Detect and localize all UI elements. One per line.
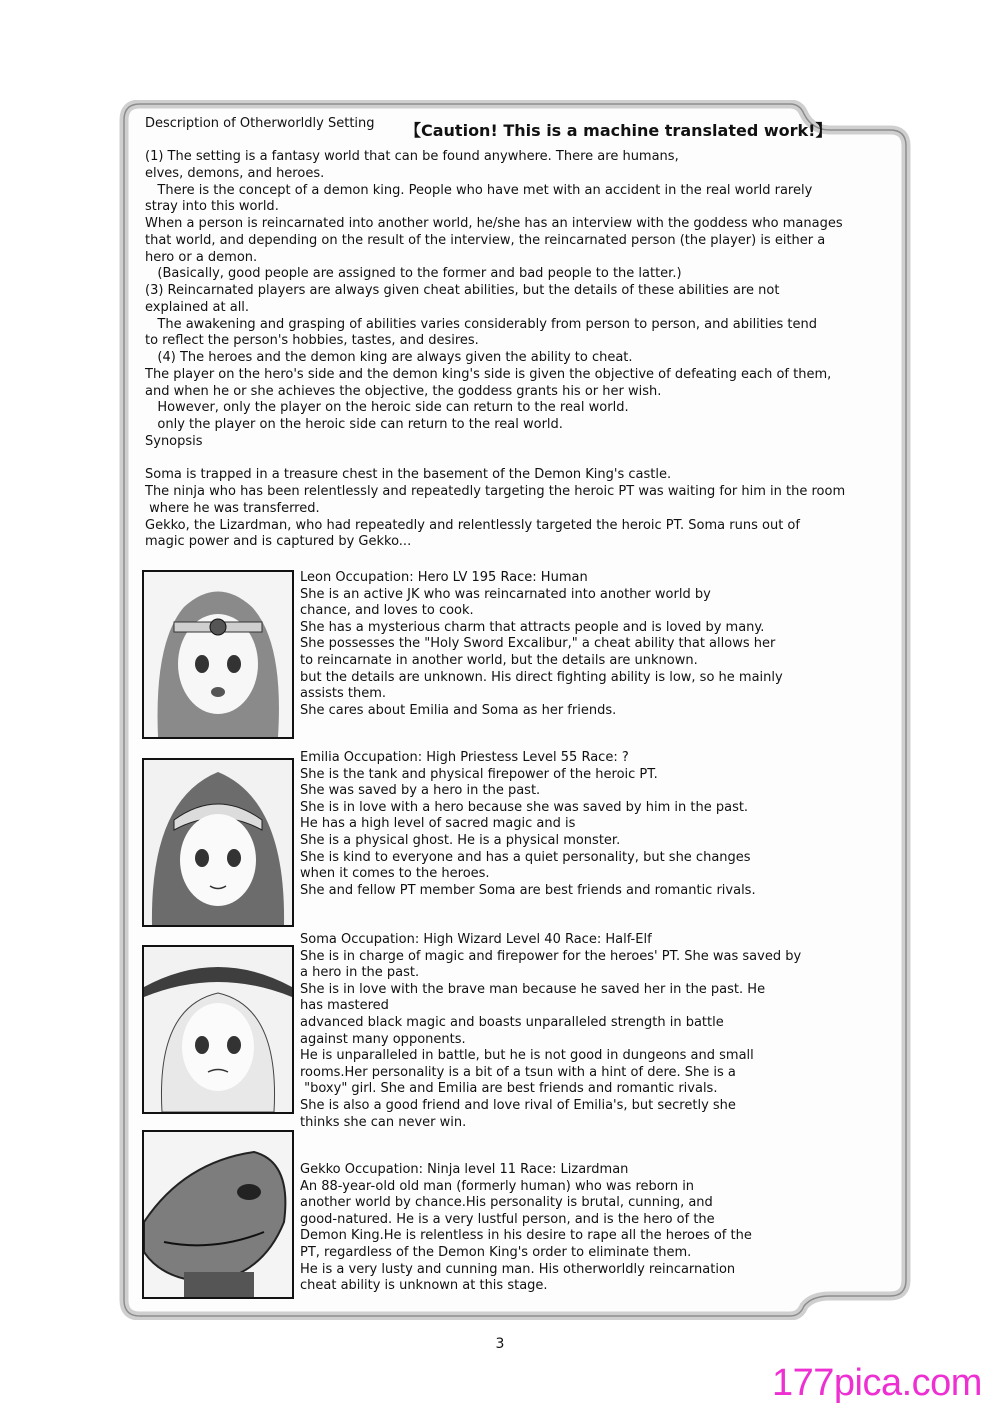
profile-line: a hero in the past. [300, 965, 420, 981]
intro-line: elves, demons, and heroes. [145, 165, 325, 181]
profile-line: She is in love with a hero because she was saved by him in the past. [300, 799, 749, 815]
profile-line: cheat ability is unknown at this stage. [300, 1278, 548, 1294]
synopsis-line: The ninja who has been relentlessly and repeatedly targeting the heroic PT was waiting for him in the room [145, 484, 846, 499]
synopsis-line: Gekko, the Lizardman, who had repeatedly and relentlessly targeted the heroic PT. Soma runs out of [145, 517, 800, 533]
profile-line: She is the tank and physical firepower of the heroic PT. [300, 766, 658, 782]
character-name-line: Emilia Occupation: High Priestess Level 55 Race: ? [300, 750, 629, 765]
profile-line: thinks she can never win. [300, 1114, 467, 1130]
intro-line: The awakening and grasping of abilities varies considerably from person to person, and abilities tend [145, 316, 817, 332]
intro-line: The player on the hero's side and the demon king's side is given the objective of defeating each of them, [145, 366, 832, 382]
setting-title: Description of Otherworldly Setting [145, 116, 375, 131]
profile-line: An 88-year-old old man (formerly human) who was reborn in [300, 1178, 695, 1194]
profile-line: to reincarnate in another world, but the details are unknown. [300, 652, 698, 668]
profile-line: She was saved by a hero in the past. [300, 783, 541, 799]
profile-line: She is also a good friend and love rival of Emilia's, but secretly she [300, 1097, 736, 1113]
synopsis-line: where he was transferred. [145, 500, 320, 516]
intro-line: (4) The heroes and the demon king are always given the ability to cheat. [145, 350, 633, 365]
intro-line: only the player on the heroic side can return to the real world. [145, 417, 563, 432]
character-name-line: Leon Occupation: Hero LV 195 Race: Human [300, 570, 588, 585]
soma-profile [300, 932, 820, 1131]
profile-line: "boxy" girl. She and Emilia are best friends and romantic rivals. [300, 1081, 718, 1097]
gekko-portrait [142, 1130, 294, 1299]
profile-line: another world by chance.His personality is brutal, cunning, and [300, 1195, 713, 1211]
intro-line: explained at all. [145, 299, 250, 315]
profile-line: assists them. [300, 686, 387, 702]
soma-portrait [142, 945, 294, 1114]
caution-banner: 【Caution! This is a machine translated work!】 [405, 121, 832, 140]
character-name-line: Soma Occupation: High Wizard Level 40 Race: Half-Elf [300, 932, 652, 947]
watermark: 177pica.com [772, 1362, 982, 1404]
intro-line: to reflect the person's hobbies, tastes, and desires. [145, 333, 479, 349]
intro-line: that world, and depending on the result of the interview, the reincarnated person (the player) is either a [145, 232, 826, 248]
intro-line: There is the concept of a demon king. People who have met with an accident in the real world rarely [145, 182, 813, 198]
synopsis-line: Soma is trapped in a treasure chest in the basement of the Demon King's castle. [145, 467, 672, 483]
leon-profile [300, 570, 820, 719]
profile-line: He has a high level of sacred magic and is [300, 816, 576, 832]
profile-line: She has a mysterious charm that attracts people and is loved by many. [300, 619, 765, 635]
profile-line: advanced black magic and boasts unparalleled strength in battle [300, 1014, 724, 1030]
page-number: 3 [495, 1336, 505, 1352]
intro-line: (3) Reincarnated players are always given cheat abilities, but the details of these abilities are not [145, 283, 780, 298]
intro-line: (Basically, good people are assigned to the former and bad people to the latter.) [145, 266, 682, 282]
intro-line [145, 451, 870, 468]
intro-line: hero or a demon. [145, 249, 258, 265]
profile-line: He is a very lusty and cunning man. His otherworldly reincarnation [300, 1261, 736, 1277]
intro-line: When a person is reincarnated into another world, he/she has an interview with the goddess who manages [145, 216, 843, 231]
intro-line: However, only the player on the heroic side can return to the real world. [145, 400, 629, 416]
profile-line: She is in charge of magic and firepower for the heroes' PT. She was saved by [300, 948, 802, 964]
profile-line: She and fellow PT member Soma are best friends and romantic rivals. [300, 882, 756, 898]
gekko-profile [300, 1162, 820, 1295]
profile-line: but the details are unknown. His direct fighting ability is low, so he mainly [300, 669, 783, 685]
synopsis-heading: Synopsis [145, 433, 203, 449]
intro-line: and when he or she achieves the objective, the goddess grants his or her wish. [145, 383, 662, 399]
profile-line: Demon King.He is relentless in his desire to rape all the heroes of the [300, 1228, 752, 1244]
intro-text [145, 149, 870, 551]
emilia-profile [300, 750, 820, 899]
profile-line: She is a physical ghost. He is a physical monster. [300, 832, 621, 848]
profile-line: She possesses the "Holy Sword Excalibur," a cheat ability that allows her [300, 636, 776, 652]
profile-line: has mastered [300, 998, 389, 1014]
leon-portrait [142, 570, 294, 739]
profile-line: PT, regardless of the Demon King's order to eliminate them. [300, 1244, 692, 1260]
profile-line: She is in love with the brave man because he saved her in the past. He [300, 981, 766, 997]
synopsis-line: magic power and is captured by Gekko... [145, 534, 412, 550]
intro-line: stray into this world. [145, 199, 279, 215]
profile-line: She is kind to everyone and has a quiet personality, but she changes [300, 849, 751, 865]
profile-line: She cares about Emilia and Soma as her friends. [300, 702, 617, 718]
profile-line: good-natured. He is a very lustful person, and is the hero of the [300, 1211, 715, 1227]
intro-line: (1) The setting is a fantasy world that can be found anywhere. There are humans, [145, 149, 679, 164]
profile-line: when it comes to the heroes. [300, 866, 490, 882]
profile-line: rooms.Her personality is a bit of a tsun with a hint of dere. She is a [300, 1064, 736, 1080]
profile-line: chance, and loves to cook. [300, 603, 474, 619]
emilia-portrait [142, 758, 294, 927]
character-name-line: Gekko Occupation: Ninja level 11 Race: Lizardman [300, 1162, 629, 1177]
profile-line: She is an active JK who was reincarnated into another world by [300, 586, 711, 602]
profile-line: against many opponents. [300, 1031, 466, 1047]
profile-line: He is unparalleled in battle, but he is not good in dungeons and small [300, 1048, 754, 1064]
